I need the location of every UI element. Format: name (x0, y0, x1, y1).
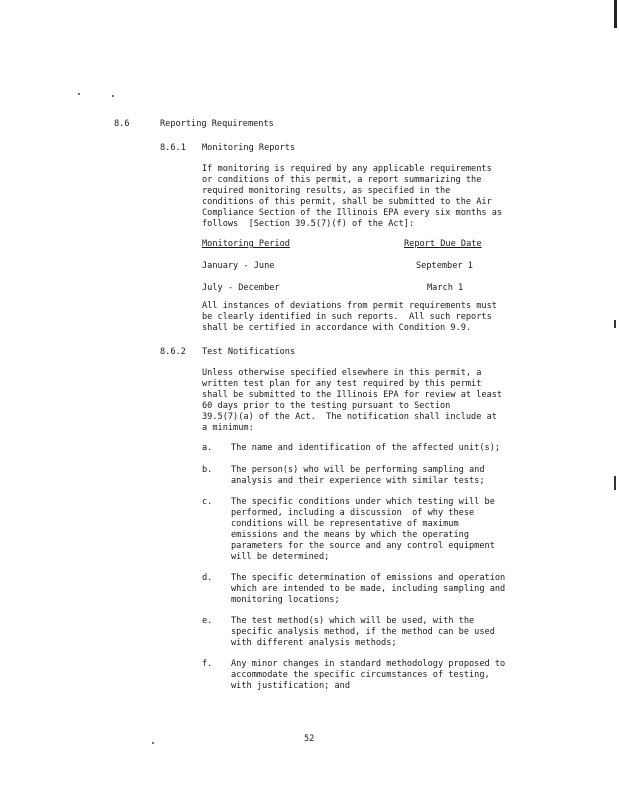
list-item-label: a. (202, 443, 213, 453)
section-title: Reporting Requirements (160, 119, 274, 129)
list-item-text: The specific determination of emissions and operation which are intended to be made, including sampling and monitoring locations; (231, 573, 506, 606)
scan-edge-mark (614, 0, 617, 28)
list-item-text: The specific conditions under which testing will be performed, including a discussion of why these conditions will be representative of maximum emissions and the means by which the operating parameters for the source and any control equipment will be determined; (231, 497, 495, 563)
list-item-text: Any minor changes in standard methodology proposed to accommodate the specific circumstances of testing, with justification; and (231, 659, 506, 692)
table-cell-period: July - December (202, 283, 280, 293)
list-item-text: The person(s) who will be performing sampling and analysis and their experience with similar tests; (231, 465, 485, 487)
table-cell-due-date: March 1 (427, 283, 464, 293)
scan-speck (112, 95, 114, 97)
table-cell-period: January - June (202, 261, 275, 271)
list-item-label: c. (202, 497, 213, 507)
table-cell-due-date: September 1 (416, 261, 473, 271)
scan-speck (78, 93, 80, 95)
subsection-number-monitoring: 8.6.1 (160, 143, 186, 153)
list-item-text: The test method(s) which will be used, with the specific analysis method, if the method can be used with different analysis methods; (231, 616, 495, 649)
page-number: 52 (304, 734, 315, 744)
table-header-report-due-date: Report Due Date (404, 239, 482, 249)
scan-edge-dash (614, 320, 616, 328)
monitoring-intro-paragraph: If monitoring is required by any applicable requirements or conditions of this permit, a report summarizing the required monitoring results, as specified in the conditions of this permit, shall be submitted to the Air Compliance Section of the Illinois EPA every six months as follows [Section 39.5(7)(f) of the Act]: (202, 164, 503, 230)
test-intro-paragraph: Unless otherwise specified elsewhere in this permit, a written test plan for any test required by this permit shall be submitted to the Illinois EPA for review at least 60 days prior to the testing pursuant to Section 39.5(7)(a) of the Act. The notification shall include at a minimum: (202, 368, 503, 434)
table-header-monitoring-period: Monitoring Period (202, 239, 290, 249)
list-item-label: d. (202, 573, 213, 583)
scan-edge-dash (614, 476, 616, 490)
list-item-text: The name and identification of the affected unit(s); (231, 443, 501, 453)
scan-speck (152, 742, 154, 744)
list-item-label: e. (202, 616, 213, 626)
subsection-title-test: Test Notifications (202, 347, 296, 357)
list-item-label: f. (202, 659, 213, 669)
subsection-number-test: 8.6.2 (160, 347, 186, 357)
monitoring-closing-paragraph: All instances of deviations from permit requirements must be clearly identified in such reports. All such reports shall be certified in accordance with Condition 9.9. (202, 301, 497, 334)
list-item-label: b. (202, 465, 213, 475)
subsection-title-monitoring: Monitoring Reports (202, 143, 296, 153)
section-number: 8.6 (114, 119, 130, 129)
